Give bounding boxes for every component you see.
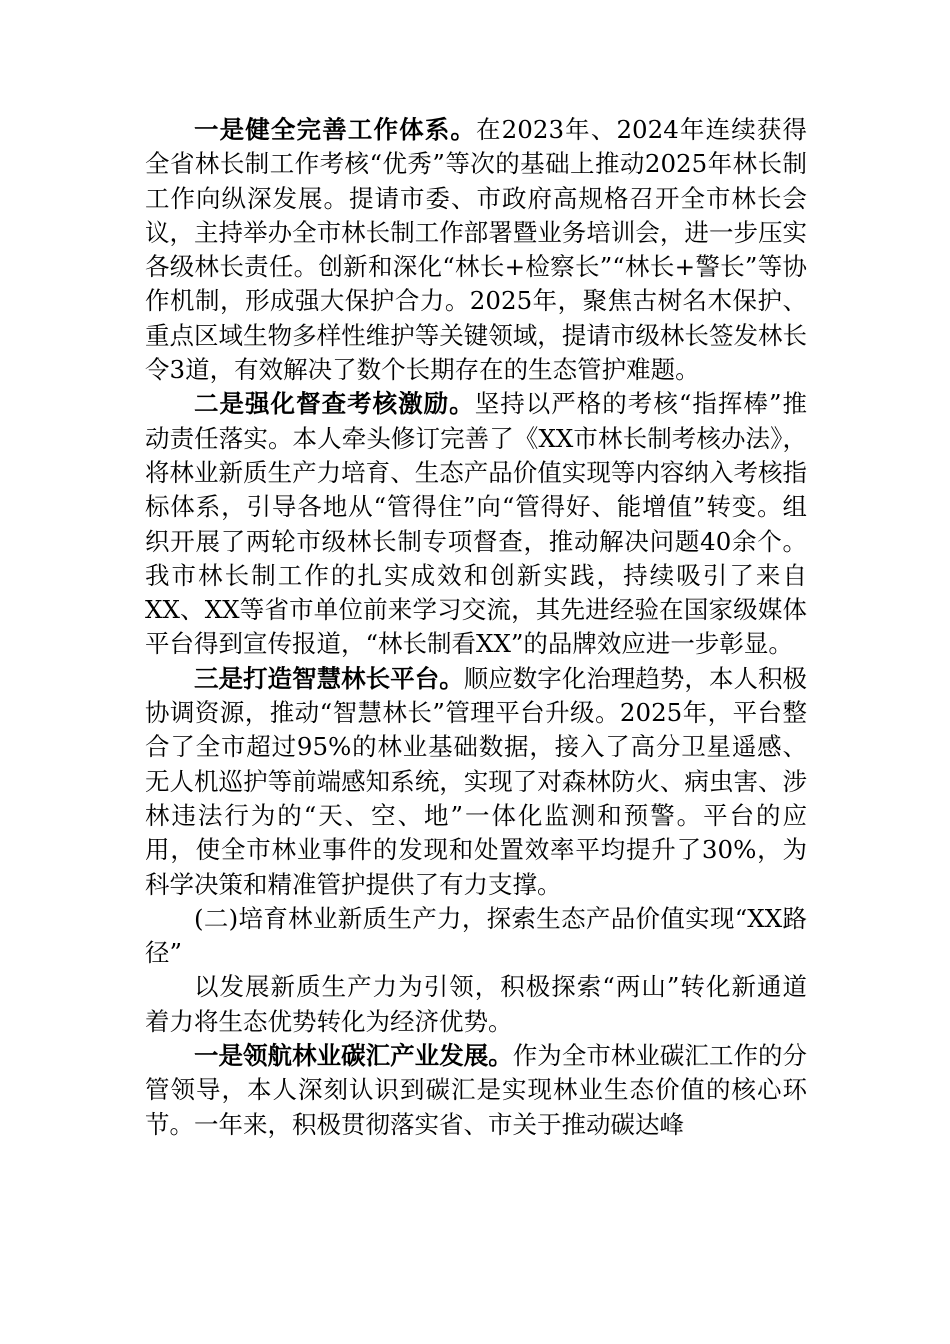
paragraph-lead: 一是领航林业碳汇产业发展。 xyxy=(194,1041,513,1071)
paragraph-smart-platform xyxy=(145,662,807,902)
paragraph-text: 坚持以严格的考核“指挥棒”推动责任落实。本人牵头修订完善了《XX市林长制考核办法》，将林业新质生产力培育、生态产品价值实现等内容纳入考核指标体系，引导各地从“管得住”向“管得好、能增值”转变。组织开展了两轮市级林长制专项督查，推动解决问题40余个。我市林长制工作的扎实成效和创新实践，持续吸引了来自XX、XX等省市单位前来学习交流，其先进经验在国家级媒体平台得到宣传报道，“林长制看XX”的品牌效应进一步彰显。 xyxy=(145,389,807,659)
paragraph-supervision xyxy=(145,387,807,661)
section-heading xyxy=(145,902,807,971)
paragraph-work-system xyxy=(145,113,807,387)
paragraph-text: 以发展新质生产力为引领，积极探索“两山”转化新通道着力将生态优势转化为经济优势。 xyxy=(145,972,807,1036)
paragraph-intro xyxy=(145,970,807,1039)
paragraph-text: 在2023年、2024年连续获得全省林长制工作考核“优秀”等次的基础上推动2025年林长制工作向纵深发展。提请市委、市政府高规格召开全市林长会议，主持举办全市林长制工作部署暨业务培训会，进一步压实各级林长责任。创新和深化“林长+检察长”“林长+警长”等协作机制，形成强大保护合力。2025年，聚焦古树名木保护、重点区域生物多样性维护等关键领域，提请市级林长签发林长令3道，有效解决了数个长期存在的生态管护难题。 xyxy=(145,115,808,385)
section-heading-text: (二)培育林业新质生产力，探索生态产品价值实现“XX路径” xyxy=(145,903,807,968)
paragraph-lead: 三是打造智慧林长平台。 xyxy=(194,663,464,693)
paragraph-text: 作为全市林业碳汇工作的分管领导，本人深刻认识到碳汇是实现林业生态价值的核心环节。一年来，积极贯彻落实省、市关于推动碳达峰 xyxy=(145,1041,808,1139)
paragraph-text: 顺应数字化治理趋势，本人积极协调资源，推动“智慧林长”管理平台升级。2025年，平台整合了全市超过95%的林业基础数据，接入了高分卫星遥感、无人机巡护等前端感知系统，实现了对森林防火、病虫害、涉林违法行为的“天、空、地”一体化监测和预警。平台的应用，使全市林业事件的发现和处置效率平均提升了30%，为科学决策和精准管护提供了有力支撑。 xyxy=(145,663,808,899)
paragraph-carbon-sink xyxy=(145,1039,807,1142)
paragraph-lead: 二是强化督查考核激励。 xyxy=(194,389,475,419)
paragraph-lead: 一是健全完善工作体系。 xyxy=(194,115,477,144)
document-page xyxy=(145,113,807,1142)
